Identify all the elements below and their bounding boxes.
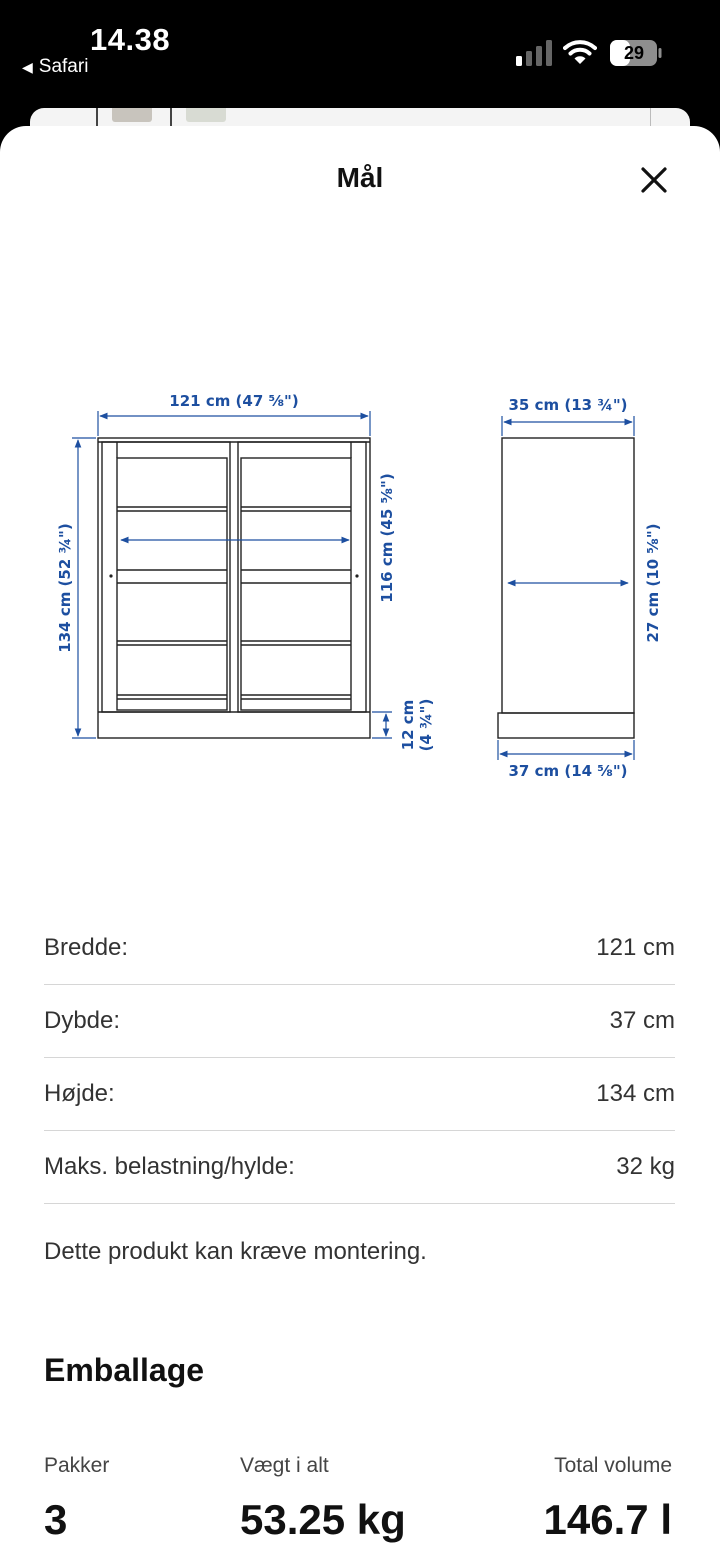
packages-count (44, 1454, 109, 1544)
dimension-drawing (0, 386, 720, 786)
assembly-note: Dette produkt kan kræve montering. (44, 1238, 427, 1265)
dimensions-sheet (0, 126, 720, 1561)
plinth-height-inch-label: (4 ¾") (417, 698, 435, 752)
spec-label: Maks. belastning/hylde: (44, 1153, 295, 1180)
front-width-label: 121 cm (47 ⅝") (169, 392, 299, 410)
spec-label: Dybde: (44, 1007, 121, 1034)
sheet-title: Mål (336, 162, 384, 193)
side-bottom-depth-label: 37 cm (14 ⅝") (508, 762, 628, 780)
spec-row-depth (44, 985, 675, 1058)
spec-value: 134 cm (596, 1080, 675, 1107)
back-to-app-link[interactable] (22, 56, 88, 78)
volume-label: Total volume (554, 1454, 672, 1477)
spec-value: 121 cm (596, 934, 675, 961)
spec-row-height (44, 1058, 675, 1131)
volume-value: 146.7 l (543, 1496, 672, 1543)
back-app-label: Safari (38, 56, 89, 77)
plinth-height-label: 12 cm (399, 699, 417, 751)
total-weight (240, 1454, 406, 1544)
packaging-heading: Emballage (44, 1352, 205, 1388)
front-view-cabinet (98, 438, 370, 738)
back-triangle-icon: ◀ (22, 58, 33, 75)
cellular-signal-icon (516, 40, 552, 66)
status-bar (0, 0, 720, 108)
battery-percentage: 29 (623, 42, 645, 63)
side-top-depth-label: 35 cm (13 ¾") (508, 396, 628, 414)
door-knob (355, 574, 358, 577)
wifi-icon (563, 38, 597, 66)
spec-row-width (44, 912, 675, 985)
side-view-cabinet (498, 438, 634, 738)
weight-value: 53.25 kg (240, 1496, 406, 1543)
spec-row-max-load (44, 1131, 675, 1204)
packages-label: Pakker (44, 1454, 110, 1477)
dimension-specs-list (44, 912, 675, 1204)
total-volume (544, 1454, 672, 1544)
spec-label: Højde: (44, 1080, 115, 1107)
weight-label: Vægt i alt (240, 1454, 329, 1477)
spec-value: 37 cm (609, 1007, 675, 1034)
door-knob (109, 574, 112, 577)
spec-label: Bredde: (44, 934, 129, 961)
side-inner-depth-label: 27 cm (10 ⅝") (644, 523, 662, 643)
packages-value: 3 (44, 1496, 68, 1543)
spec-value: 32 kg (616, 1153, 675, 1180)
close-icon[interactable] (632, 158, 676, 202)
front-height-label: 134 cm (52 ¾") (56, 523, 74, 653)
status-time: 14.38 (90, 22, 171, 57)
inner-height-label: 116 cm (45 ⅝") (378, 473, 396, 603)
